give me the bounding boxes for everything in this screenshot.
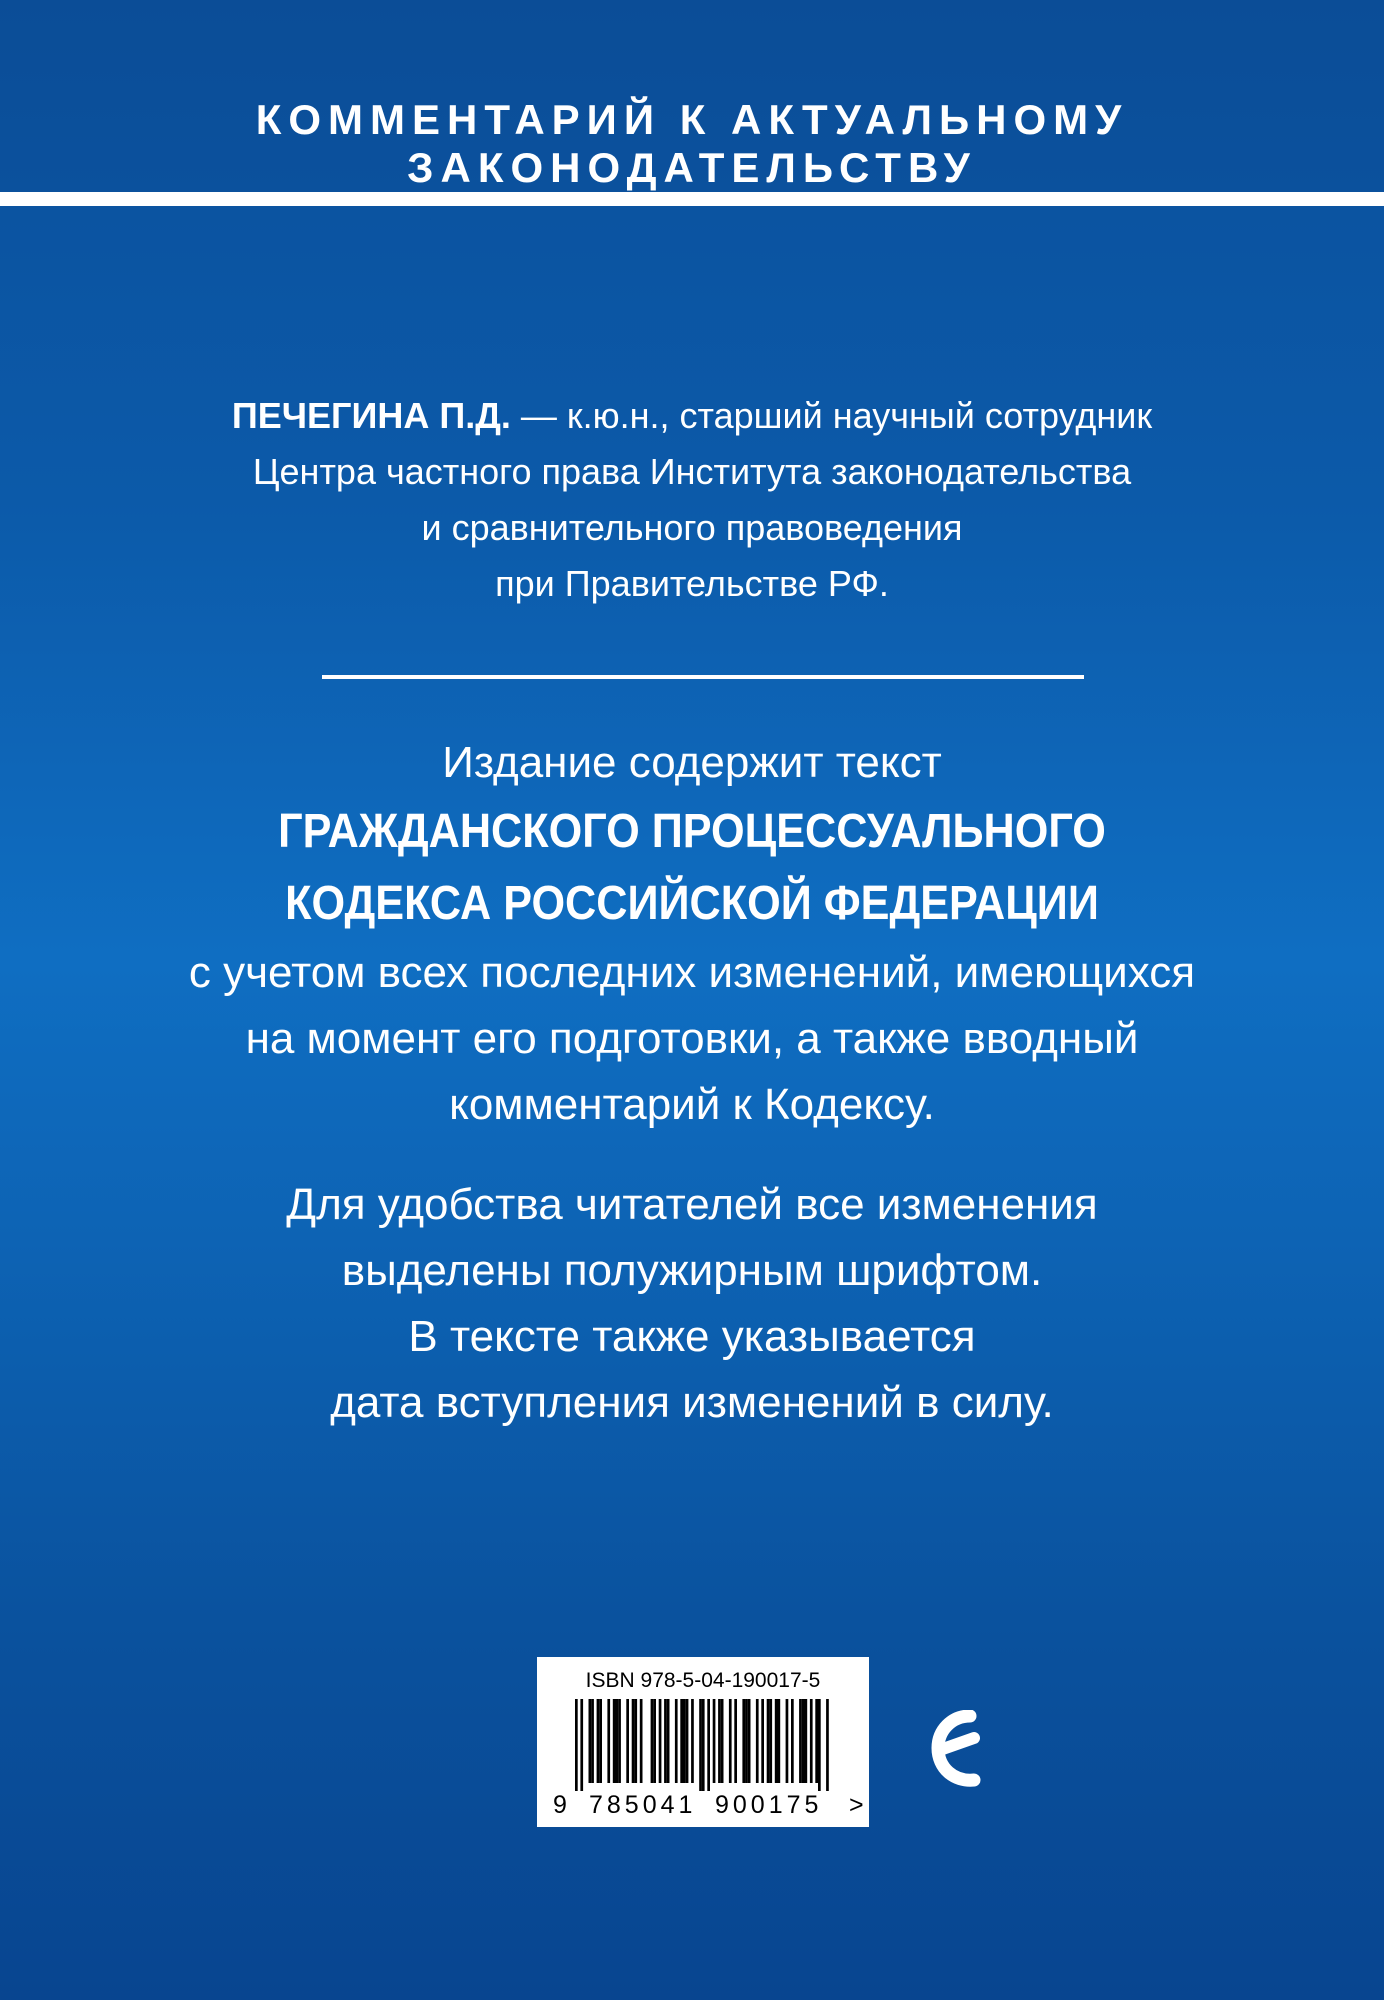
barcode-bar <box>729 1699 732 1783</box>
isbn-number: ISBN 978-5-04-190017-5 <box>585 1669 821 1692</box>
barcode-bar <box>745 1699 748 1783</box>
barcode-bar <box>742 1699 745 1783</box>
section-divider <box>322 675 1084 679</box>
barcode-bar <box>607 1699 610 1783</box>
note-line-3: В тексте также указывается <box>408 1312 976 1361</box>
barcode-bar <box>599 1699 602 1783</box>
barcode-bar <box>683 1699 686 1783</box>
barcode-bar <box>613 1699 616 1783</box>
barcode-bar <box>675 1699 678 1783</box>
barcode-bar <box>826 1699 829 1791</box>
author-line-1 <box>0 388 1384 444</box>
series-title: КОММЕНТАРИЙ К АКТУАЛЬНОМУ ЗАКОНОДАТЕЛЬСТВУ <box>255 96 1129 191</box>
description-line-5: комментарий к Кодексу. <box>449 1080 935 1129</box>
author-line-4: при Правительстве РФ. <box>495 563 889 604</box>
barcode-bar <box>640 1699 643 1783</box>
barcode-bar <box>818 1699 821 1791</box>
barcode-bar <box>778 1699 781 1783</box>
barcode-left-group: 785041 <box>589 1791 697 1819</box>
description-intro: Издание содержит текст <box>442 738 942 787</box>
barcode-bar <box>699 1699 702 1791</box>
barcode-lead-digit: 9 <box>553 1791 567 1819</box>
barcode-bar <box>721 1699 724 1783</box>
note-line-2: выделены полужирным шрифтом. <box>341 1246 1043 1295</box>
barcode-bar <box>691 1699 694 1783</box>
barcode-bar <box>580 1699 583 1791</box>
barcode-bar <box>718 1699 721 1783</box>
edition-description <box>0 730 1384 1138</box>
barcode-bar <box>707 1699 710 1791</box>
barcode-bar <box>748 1699 751 1783</box>
barcode-bar <box>575 1699 578 1791</box>
barcode-bar <box>761 1699 764 1783</box>
author-bio <box>0 388 1384 612</box>
barcode-bar <box>680 1699 683 1783</box>
code-title-line-2: КОДЕКСА РОССИЙСКОЙ ФЕДЕРАЦИИ <box>285 877 1099 930</box>
note-line-4: дата вступления изменений в силу. <box>330 1378 1054 1427</box>
barcode-bar <box>589 1699 592 1783</box>
note-line-1: Для удобства читателей все изменения <box>286 1180 1098 1229</box>
description-line-4: на момент его подготовки, а также вводный <box>245 1014 1139 1063</box>
author-degree: — к.ю.н., старший научный сотрудник <box>510 395 1153 436</box>
barcode-bar <box>767 1699 770 1783</box>
barcode-bar <box>653 1699 656 1783</box>
author-line-2: Центра частного права Института законодательства <box>252 451 1132 492</box>
barcode-bar <box>713 1699 716 1783</box>
barcode-bar <box>664 1699 667 1783</box>
barcode-bar <box>786 1699 789 1783</box>
barcode-bar <box>626 1699 629 1783</box>
series-band <box>0 0 1384 192</box>
barcode-bar <box>815 1699 818 1783</box>
barcode-bar <box>734 1699 737 1783</box>
barcode-bars <box>575 1699 833 1791</box>
barcode-bar <box>686 1699 689 1783</box>
barcode-bar <box>799 1699 802 1783</box>
barcode-bar <box>756 1699 759 1783</box>
barcode-bar <box>597 1699 600 1783</box>
author-line-3: и сравнительного правоведения <box>421 507 963 548</box>
barcode-bar <box>651 1699 654 1783</box>
barcode-bar <box>810 1699 813 1783</box>
barcode-bar <box>769 1699 772 1783</box>
code-title-line-1: ГРАЖДАНСКОГО ПРОЦЕССУАЛЬНОГО <box>278 805 1106 858</box>
barcode-right-group: 900175 <box>715 1791 823 1819</box>
barcode-bar <box>775 1699 778 1783</box>
description-line-3: с учетом всех последних изменений, имеющихся <box>188 948 1196 997</box>
barcode-bar <box>618 1699 621 1783</box>
author-name: ПЕЧЕГИНА П.Д. <box>231 395 511 436</box>
barcode-bar <box>634 1699 637 1783</box>
publisher-logo-icon <box>930 1710 990 1788</box>
barcode-bar <box>659 1699 662 1783</box>
barcode-end-mark: > <box>849 1791 864 1819</box>
barcode-bar <box>632 1699 635 1783</box>
barcode-bar <box>616 1699 619 1783</box>
barcode-bar <box>791 1699 794 1783</box>
barcode-bar <box>667 1699 670 1783</box>
barcode-bar <box>702 1699 705 1791</box>
barcode-bar <box>805 1699 808 1783</box>
band-divider-line <box>0 192 1384 206</box>
isbn-barcode <box>537 1657 869 1827</box>
barcode-bar <box>591 1699 594 1783</box>
barcode-bar <box>802 1699 805 1783</box>
reader-note <box>0 1172 1384 1436</box>
